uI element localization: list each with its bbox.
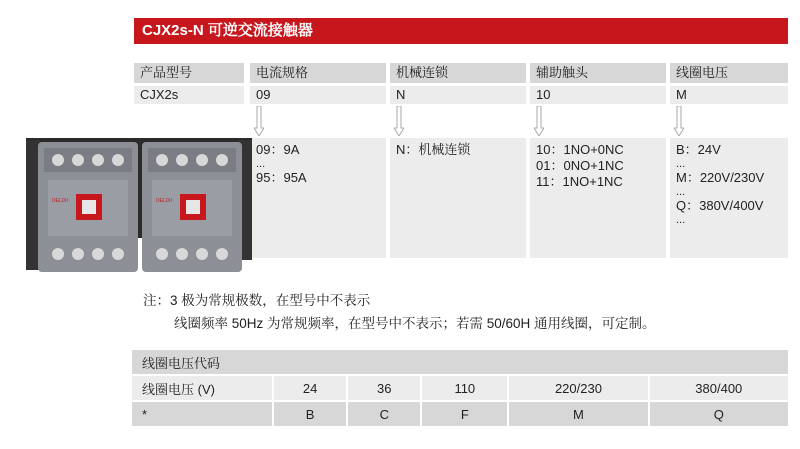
header-coil-voltage: 线圈电压 [670,63,788,83]
detail-line: 10：1NO+0NC [536,142,624,157]
voltage-cell: 220/230 [507,376,647,402]
detail-line: ... [676,158,686,170]
value-coil-voltage: M [670,86,788,104]
header-aux-contact: 辅助触头 [530,63,666,83]
value-aux-contact: 10 [530,86,666,104]
detail-current [250,138,386,258]
code-cell: F [420,402,507,428]
code-cell: B [272,402,346,428]
detail-line: 09：9A [256,142,300,157]
brand-label: DELIXI [52,198,68,204]
detail-line: 95：95A [256,170,307,185]
header-current: 电流规格 [250,63,386,83]
code-cell: C [346,402,420,428]
detail-line: ... [676,214,686,226]
arrow-down-icon [534,106,544,136]
detail-interlock [390,138,526,258]
brand-label: DELIXI [156,198,172,204]
coil-code-table-title: 线圈电压代码 [132,350,788,376]
voltage-cell: 24 [272,376,346,402]
code-row-header: * [132,402,272,428]
value-interlock: N [390,86,526,104]
contactor-left [38,142,138,272]
header-interlock: 机械连锁 [390,63,526,83]
detail-line: ... [676,186,686,198]
detail-line: B：24V [676,142,721,157]
detail-line: M：220V/230V [676,170,765,185]
voltage-cell: 380/400 [648,376,788,402]
page-title: CJX2s-N 可逆交流接触器 [134,18,788,44]
code-cell: Q [648,402,788,428]
detail-coil-voltage [670,138,788,258]
detail-line: 11：1NO+1NC [536,174,623,189]
voltage-cell: 36 [346,376,420,402]
arrow-down-icon [394,106,404,136]
value-model: CJX2s [134,86,244,104]
detail-line: N：机械连锁 [396,142,471,157]
detail-line: ... [256,158,266,170]
value-current: 09 [250,86,386,104]
contactor-right [142,142,242,272]
note-line-2: 线圈频率 50Hz 为常规频率，在型号中不表示；若需 50/60H 通用线圈，可定制。 [174,316,656,331]
detail-aux-contact [530,138,666,258]
coil-voltage-row-header: 线圈电压 (V) [132,376,272,402]
note-line-1: 注：3 极为常规极数，在型号中不表示 [143,293,371,308]
voltage-cell: 110 [420,376,507,402]
code-cell: M [507,402,647,428]
header-model: 产品型号 [134,63,244,83]
detail-line: Q：380V/400V [676,198,764,213]
product-image [18,120,258,280]
detail-line: 01：0NO+1NC [536,158,624,173]
coil-code-table [132,350,788,428]
notes [143,289,656,335]
arrow-down-icon [674,106,684,136]
